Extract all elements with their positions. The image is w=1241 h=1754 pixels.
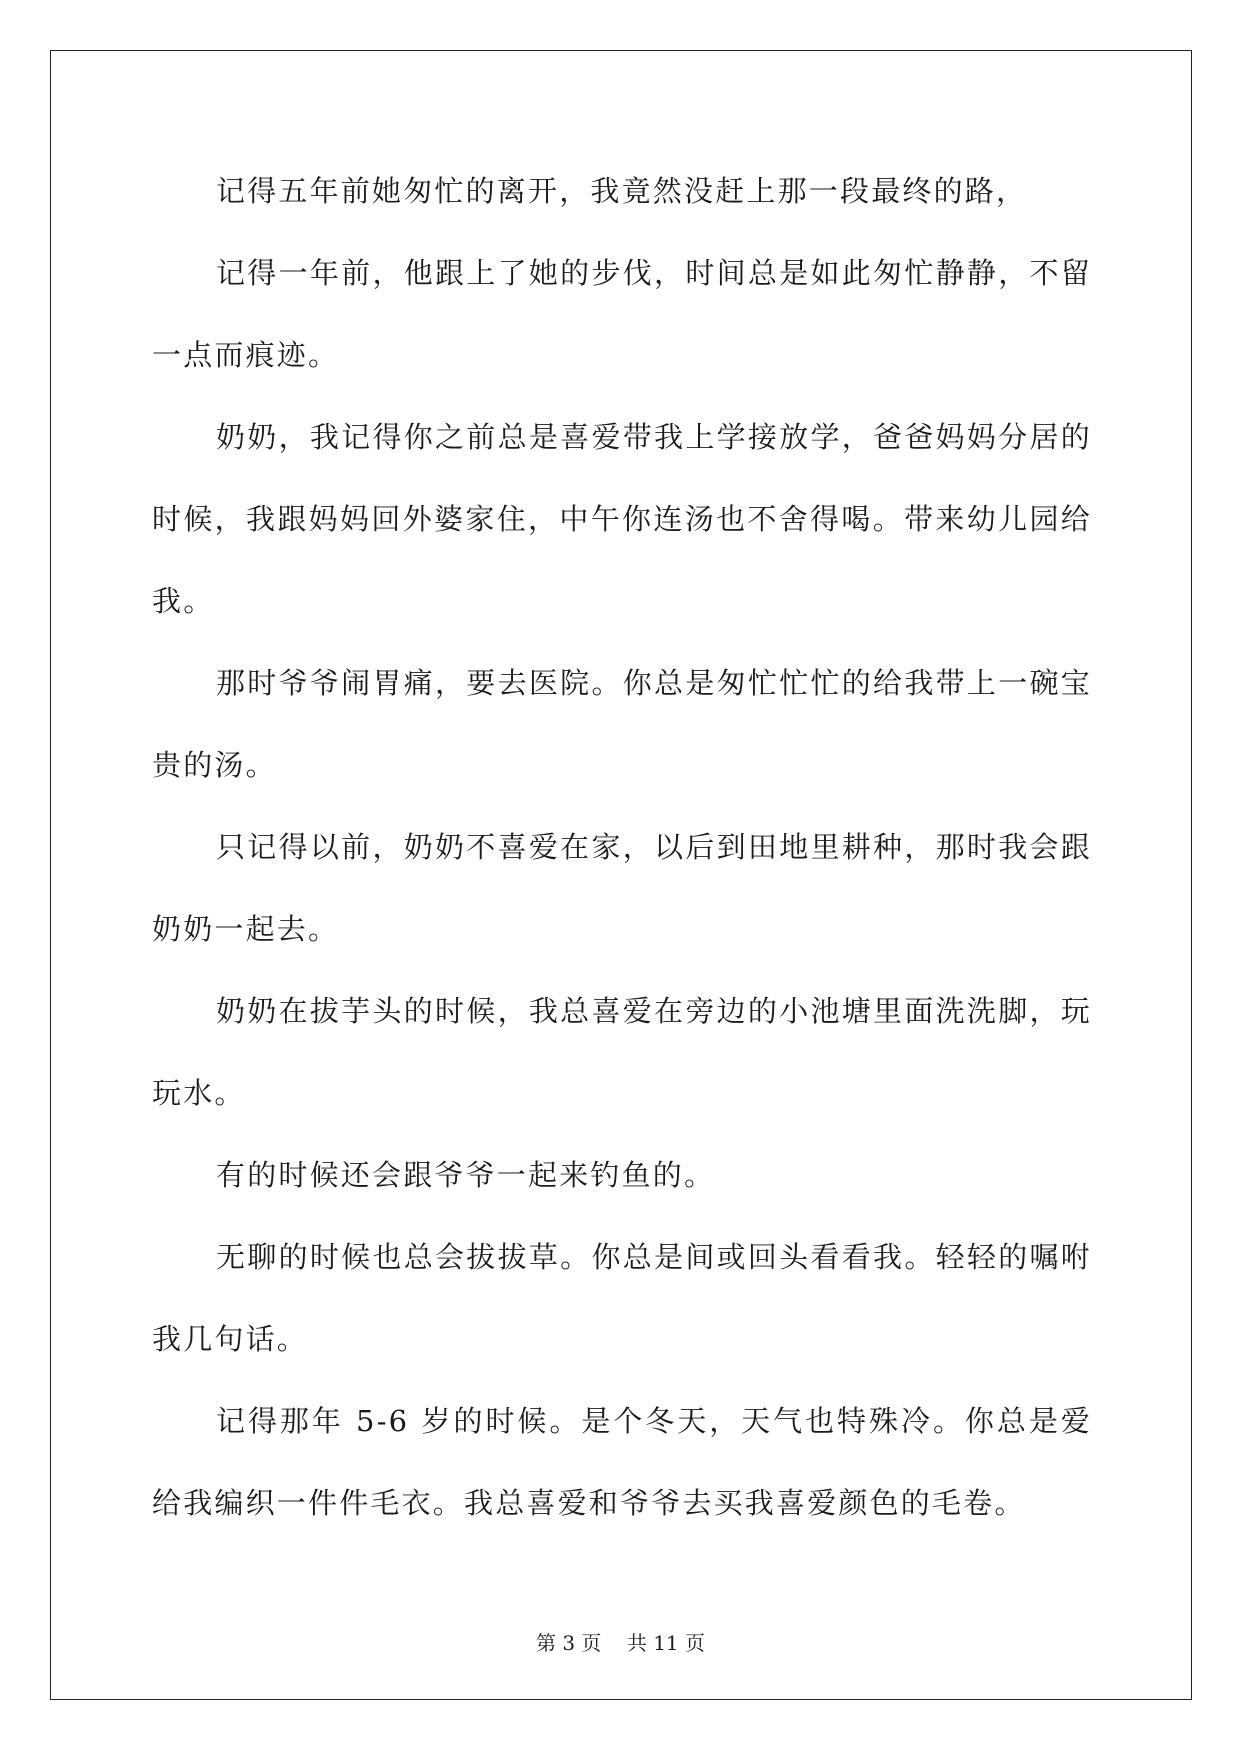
paragraph-1: 记得五年前她匆忙的离开，我竟然没赶上那一段最终的路， bbox=[216, 174, 1028, 208]
paragraph-3: 奶奶，我记得你之前总是喜爱带我上学接放学，爸爸妈妈分居的时候，我跟妈妈回外婆家住，中午你连汤也不舍得喝。带来幼儿园给我。 bbox=[152, 420, 1092, 618]
paragraph-7: 有的时候还会跟爷爷一起来钓鱼的。 bbox=[216, 1158, 716, 1192]
paragraph-6: 奶奶在拔芋头的时候，我总喜爱在旁边的小池塘里面洗洗脚，玩玩水。 bbox=[152, 994, 1092, 1110]
paragraph-5: 只记得以前，奶奶不喜爱在家，以后到田地里耕种，那时我会跟奶奶一起去。 bbox=[152, 830, 1092, 946]
paragraph-2: 记得一年前，他跟上了她的步伐，时间总是如此匆忙静静，不留一点而痕迹。 bbox=[152, 256, 1092, 372]
page-footer bbox=[0, 1627, 1241, 1656]
paragraph-9: 记得那年 5-6 岁的时候。是个冬天，天气也特殊冷。你总是爱给我编织一件件毛衣。我总喜爱和爷爷去买我喜爱颜色的毛卷。 bbox=[152, 1404, 1092, 1520]
paragraph-8: 无聊的时候也总会拔拔草。你总是间或回头看看我。轻轻的嘱咐我几句话。 bbox=[152, 1240, 1092, 1356]
paragraph-4: 那时爷爷闹胃痛，要去医院。你总是匆忙忙忙的给我带上一碗宝贵的汤。 bbox=[152, 666, 1092, 782]
document-body bbox=[152, 150, 1092, 1544]
page-number-label: 第 3 页 共 11 页 bbox=[535, 1631, 706, 1655]
